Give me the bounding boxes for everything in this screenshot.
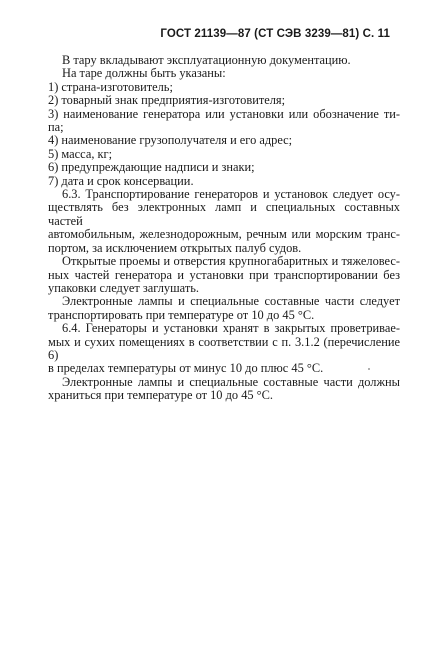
list-item-continuation: па;: [48, 120, 64, 135]
scan-speck: [368, 368, 370, 370]
text-line: Открытые проемы и отверстия крупногабаритных и тяжеловес-: [62, 254, 400, 269]
text-line: автомобильным, железнодорожным, речным или морским транс-: [48, 227, 400, 242]
text-line: Электронные лампы и специальные составные части следует: [62, 294, 400, 309]
list-item: 6) предупреждающие надписи и знаки;: [48, 160, 255, 175]
text-line: 6.4. Генераторы и установки хранят в закрытых проветривае-: [62, 321, 400, 336]
text-line: портом, за исключением открытых палуб судов.: [48, 240, 302, 255]
text-line: в пределах температуры от минус 10 до плюс 45 °С.: [48, 361, 324, 376]
text-line: транспортировать при температуре от 10 до 45 °С.: [48, 307, 315, 322]
text-line: В тару вкладывают эксплуатационную документацию.: [62, 53, 351, 67]
text-line: Электронные лампы и специальные составные части должны: [62, 374, 400, 389]
text-line: храниться при температуре от 10 до 45 °С.: [48, 388, 274, 403]
document-body: [48, 54, 400, 403]
text-line: 6.3. Транспортирование генераторов и установок следует осу-: [62, 187, 400, 202]
text-line: На таре должны быть указаны:: [62, 66, 226, 81]
list-item: 1) страна-изготовитель;: [48, 79, 173, 94]
text-line: мых и сухих помещениях в соответствии с п. 3.1.2 (перечисление 6): [48, 334, 400, 362]
page-header: ГОСТ 21139—87 (СТ СЭВ 3239—81) С. 11: [160, 28, 390, 40]
text-line: ных частей генератора и установки при транспортировании без: [48, 267, 400, 282]
text-line: ществлять без электронных ламп и специальных составных частей: [48, 200, 400, 228]
list-item: 5) масса, кг;: [48, 146, 113, 161]
list-item: 7) дата и срок консервации.: [48, 173, 194, 188]
list-item: 2) товарный знак предприятия-изготовителя;: [48, 93, 286, 108]
list-item: 4) наименование грузополучателя и его адрес;: [48, 133, 293, 148]
list-item: 3) наименование генератора или установки или обозначение ти-: [48, 106, 400, 121]
text-line: упаковки следует заглушать.: [48, 280, 199, 295]
